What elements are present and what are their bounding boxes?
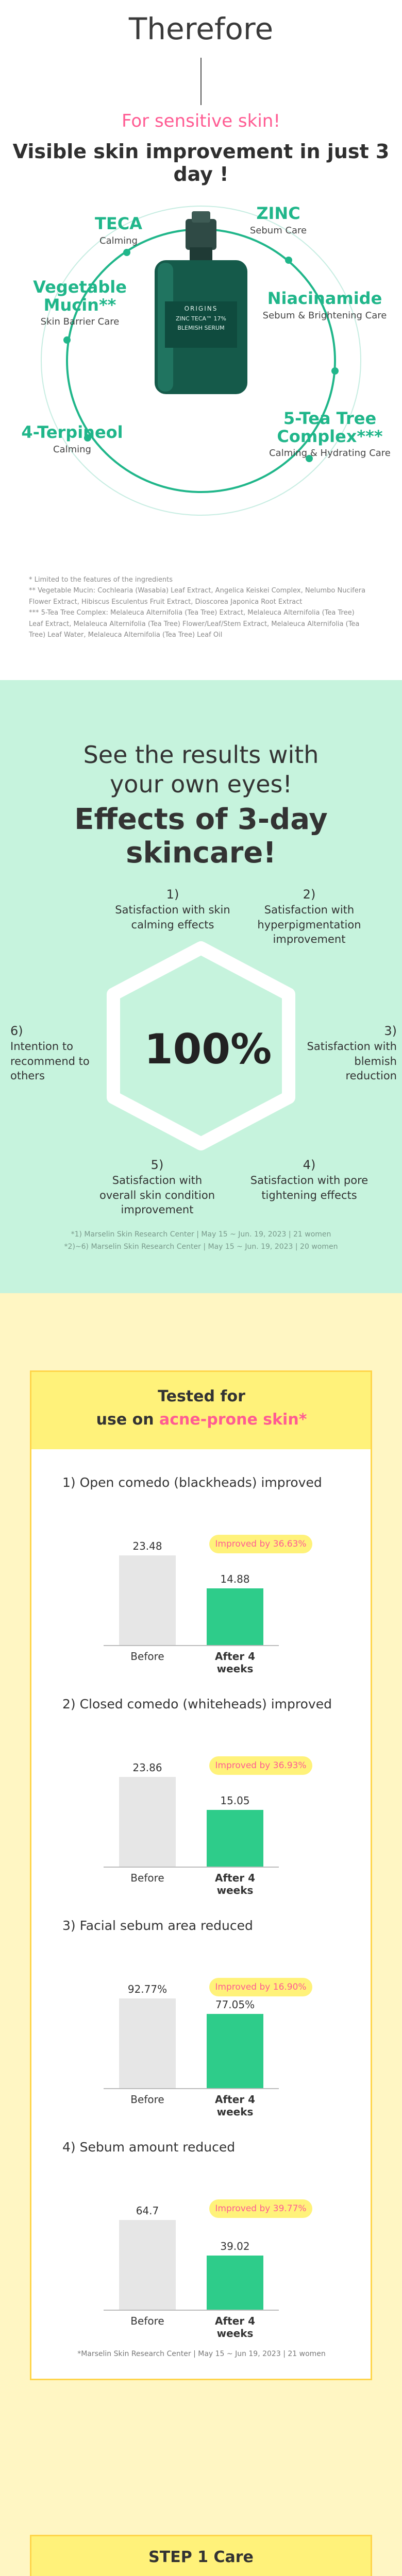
chart-title: 1) Open comedo (blackheads) improved (62, 1475, 322, 1490)
ingredient-niacinamide (258, 289, 392, 321)
sensitive-skin-heading: For sensitive skin! (122, 111, 280, 131)
effect-item-1 (111, 886, 234, 932)
effects-footnote (0, 1229, 402, 1253)
chart-baseline (104, 2310, 279, 2311)
ingredient-name: ZINC (256, 204, 300, 223)
tested-section (0, 1293, 402, 2442)
after-bar (207, 2256, 263, 2310)
chart-baseline (104, 1645, 279, 1646)
ingredient-name: Vegetable Mucin** (33, 277, 127, 315)
bottle-label-line1: ZINC TECA™ 17% (175, 315, 226, 322)
tested-footnote: *Marselin Skin Research Center | May 15 ~ Jun 19, 2023 | 21 women (77, 2350, 326, 2358)
before-label: Before (130, 1872, 164, 1884)
before-value: 23.86 (132, 1761, 162, 1774)
after-label: After 4 weeks (214, 2093, 256, 2118)
effect-num: 1) (166, 887, 179, 902)
ingredient-tea-tree-complex (268, 410, 392, 459)
before-bar (119, 1555, 176, 1645)
effect-num: 3) (384, 1024, 397, 1038)
tested-panel (30, 1370, 372, 2380)
effects-heading-line1: See the results with (83, 741, 319, 769)
effects-heading-line2: your own eyes! (110, 770, 292, 798)
effect-item-2 (242, 886, 376, 946)
step1-panel (30, 2535, 372, 2576)
effect-num: 2) (303, 887, 316, 902)
footnote: *2)~6) Marselin Skin Research Center | May 15 ~ Jun. 19, 2023 | 20 women (64, 1242, 338, 1251)
after-label: After 4 weeks (214, 1650, 256, 1675)
chart-title: 4) Sebum amount reduced (62, 2140, 236, 2155)
after-bar (207, 2014, 263, 2088)
tested-title-line2 (31, 1411, 372, 1429)
step1-badge: STEP 1 Care (31, 2536, 371, 2576)
ingredient-desc: Sebum Care (249, 225, 307, 236)
effect-text: Satisfaction with pore tightening effects (250, 1174, 368, 1201)
ingredient-footnotes (29, 574, 369, 641)
improved-badge: Improved by 36.63% (209, 1535, 312, 1553)
after-label: After 4 weeks (214, 1872, 256, 1896)
before-bar (119, 2220, 176, 2310)
ingredient-terpineol (21, 422, 124, 455)
effect-text: Satisfaction with overall skin condition improvement (99, 1174, 215, 1216)
percent-100: 100% (144, 1025, 272, 1073)
after-value: 14.88 (220, 1572, 250, 1585)
ingredient-name: Niacinamide (267, 289, 382, 308)
before-bar (119, 1998, 176, 2088)
tested-title-prefix: use on (96, 1411, 160, 1429)
ingredient-vegetable-mucin (21, 278, 139, 327)
effect-item-5 (93, 1157, 222, 1217)
improved-badge: Improved by 16.90% (209, 1978, 312, 1996)
intro-section (0, 0, 402, 680)
ingredient-orbit (0, 170, 402, 567)
before-label: Before (130, 2093, 164, 2106)
footnote: * Limited to the features of the ingredients (29, 576, 173, 584)
bottle-label-line2: BLEMISH SERUM (177, 325, 225, 331)
effects-heading-bold: Effects of 3-day skincare! (74, 803, 328, 870)
tested-title-highlight: acne-prone skin* (159, 1411, 307, 1429)
after-bar (207, 1588, 263, 1645)
therefore-heading: Therefore (128, 11, 274, 46)
ingredient-desc: Sebum & Brightening Care (262, 310, 387, 321)
footnote: *1) Marselin Skin Research Center | May 15 ~ Jun. 19, 2023 | 21 women (71, 1230, 331, 1239)
before-value: 64.7 (136, 2205, 159, 2217)
improved-badge: Improved by 39.77% (209, 2199, 312, 2218)
effects-section (0, 680, 402, 1293)
effect-num: 5) (150, 1158, 164, 1172)
serum-bottle (155, 211, 247, 394)
effect-item-3 (304, 1023, 397, 1083)
effect-item-6 (10, 1023, 103, 1083)
effect-text: Intention to recommend to others (10, 1040, 90, 1082)
ingredient-name: 4-Terpineol (21, 422, 123, 442)
ingredient-desc: Calming (53, 444, 91, 455)
effect-num: 6) (10, 1024, 23, 1038)
effect-text: Satisfaction with skin calming effects (115, 904, 230, 931)
visible-improvement-heading: Visible skin improvement in just 3 day ! (12, 140, 390, 185)
footnote: *** 5-Tea Tree Complex: Melaleuca Alternifolia (Tea Tree) Extract, Melaleuca Alternifolia (Tea Tree) Leaf Extract, Melaleuca Alternifolia (Tea Tree) Flower/Leaf/Stem Extract, Melaleuca Alternifolia (Tea Tree) Leaf Water, Melaleuca Alternifolia (Tea Tree) Leaf Oil (29, 609, 360, 639)
before-label: Before (130, 1650, 164, 1663)
chart-title: 3) Facial sebum area reduced (62, 1918, 253, 1933)
chart-baseline (104, 2088, 279, 2089)
ingredient-desc: Calming & Hydrating Care (269, 448, 391, 459)
effect-text: Satisfaction with hyperpigmentation improvement (257, 904, 361, 946)
after-value: 39.02 (220, 2240, 250, 2253)
effect-num: 4) (303, 1158, 316, 1172)
before-bar (119, 1777, 176, 1867)
chart-title: 2) Closed comedo (whiteheads) improved (62, 1697, 332, 1711)
footnote: ** Vegetable Mucin: Cochlearia (Wasabia) Leaf Extract, Angelica Keiskei Complex, Nelumbo Nucifera Flower Extract, Hibiscus Esculentus Fruit Extract, Dioscorea Japonica Root Extract (29, 587, 366, 606)
effect-text: Satisfaction with blemish reduction (307, 1040, 397, 1082)
after-label: After 4 weeks (214, 2315, 256, 2340)
after-value: 77.05% (215, 1998, 255, 2011)
improved-badge: Improved by 36.93% (209, 1756, 312, 1775)
ingredient-name: TECA (95, 214, 142, 233)
before-label: Before (130, 2315, 164, 2327)
divider-line (200, 58, 202, 105)
ingredient-desc: Calming (99, 235, 138, 246)
step1-section (0, 2442, 402, 2576)
after-bar (207, 1810, 263, 1867)
ingredient-name: 5-Tea Tree Complex*** (277, 409, 383, 447)
before-value: 92.77% (127, 1983, 167, 1996)
ingredient-desc: Skin Barrier Care (40, 316, 120, 328)
effect-item-4 (242, 1157, 376, 1202)
after-value: 15.05 (220, 1794, 250, 1807)
before-value: 23.48 (132, 1540, 162, 1553)
ingredient-teca (72, 214, 165, 246)
bottle-brand: ORIGINS (184, 305, 218, 312)
tested-title-line1: Tested for (158, 1387, 245, 1405)
ingredient-zinc (227, 204, 330, 236)
chart-baseline (104, 1867, 279, 1868)
